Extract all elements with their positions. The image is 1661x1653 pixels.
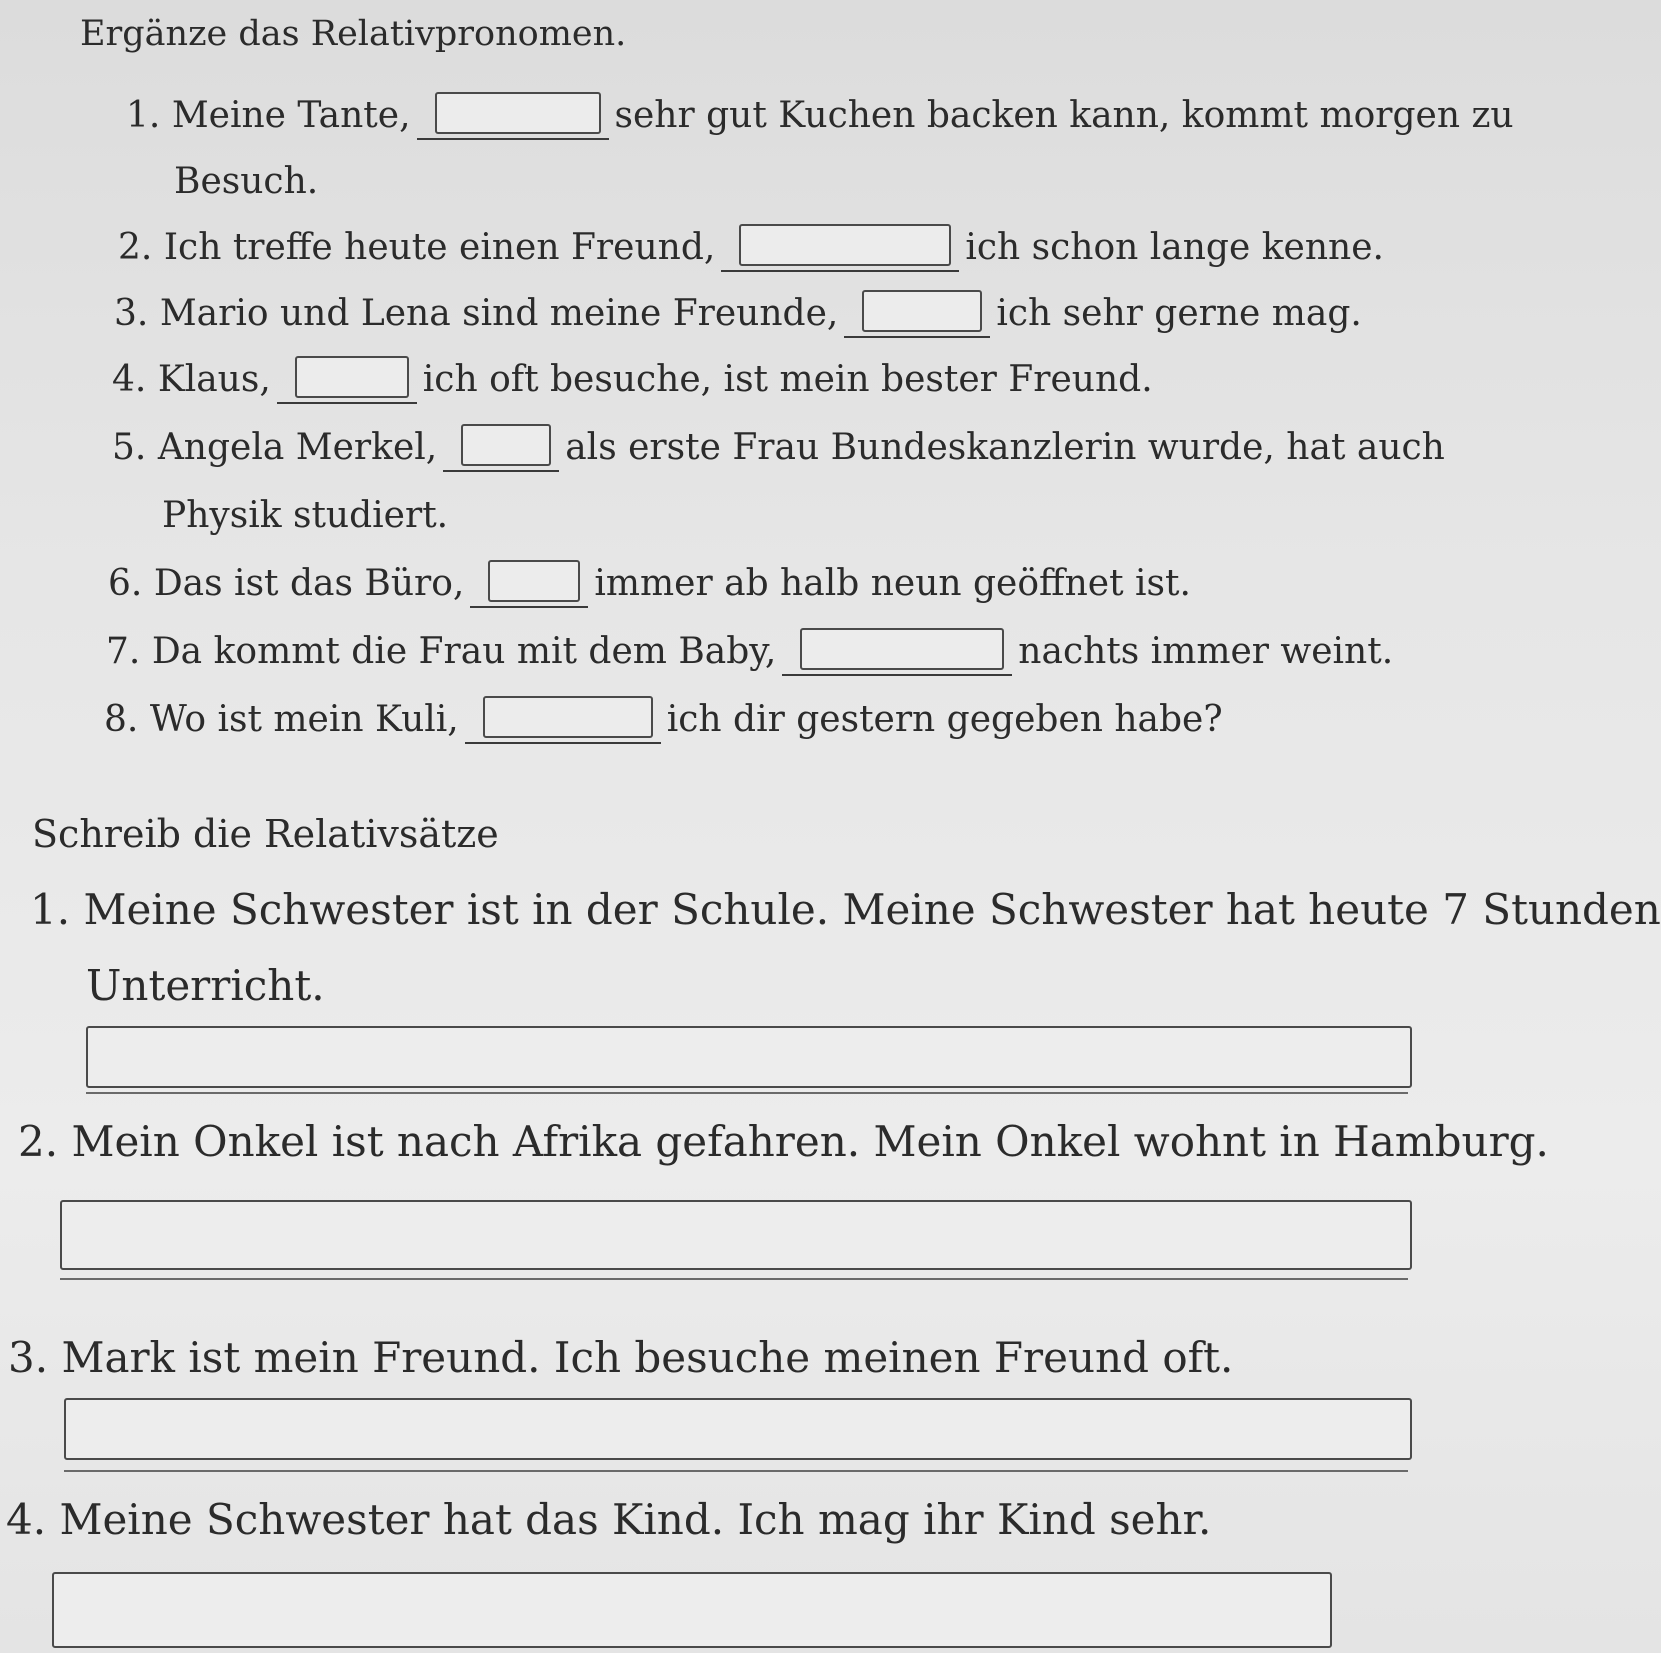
item-text: Mark ist mein Freund. Ich besuche meinen Freund oft.: [61, 1333, 1234, 1382]
answer-field-2-4[interactable]: [52, 1572, 1332, 1648]
item-text-before: Das ist das Büro,: [153, 563, 465, 604]
blank-8[interactable]: [465, 698, 661, 744]
item-text: Meine Schwester hat das Kind. Ich mag ihr Kind sehr.: [59, 1495, 1212, 1544]
blank-6[interactable]: [470, 562, 588, 608]
exercise-2-item-1-continuation: Unterricht.: [86, 961, 325, 1010]
item-text-before: Da kommt die Frau mit dem Baby,: [151, 631, 777, 672]
answer-box-1[interactable]: [435, 92, 601, 134]
item-number: 2.: [18, 1117, 59, 1166]
answer-box-8[interactable]: [483, 696, 653, 738]
answer-field-2-2[interactable]: [60, 1200, 1412, 1270]
item-text-before: Ich treffe heute einen Freund,: [163, 227, 716, 268]
item-number: 5.: [112, 427, 147, 468]
blank-4[interactable]: [277, 358, 417, 404]
answer-line-2-2: [60, 1278, 1408, 1280]
exercise-2-item-1: [30, 884, 1661, 936]
blank-7[interactable]: [782, 630, 1012, 676]
item-text-before: Meine Tante,: [171, 95, 411, 136]
item-text-after: ich oft besuche, ist mein bester Freund.: [422, 359, 1153, 400]
item-number: 8.: [104, 699, 139, 740]
answer-box-3[interactable]: [862, 290, 982, 332]
item-text-before: Klaus,: [157, 359, 271, 400]
item-text-after: sehr gut Kuchen backen kann, kommt morgen zu: [614, 95, 1514, 136]
item-text-before: Mario und Lena sind meine Freunde,: [159, 293, 839, 334]
item-text-after: als erste Frau Bundeskanzlerin wurde, hat auch: [565, 427, 1445, 468]
item-text: Meine Schwester ist in der Schule. Meine Schwester hat heute 7 Stunden: [83, 885, 1661, 934]
item-number: 4.: [112, 359, 147, 400]
blank-3[interactable]: [844, 292, 990, 338]
item-number: 2.: [118, 227, 153, 268]
item-text-after: immer ab halb neun geöffnet ist.: [594, 563, 1191, 604]
item-number: 1.: [126, 95, 161, 136]
exercise-1-item-5-continuation: Physik studiert.: [162, 495, 449, 536]
blank-5[interactable]: [443, 426, 559, 472]
answer-box-5[interactable]: [461, 424, 551, 466]
exercise-1-item-3: [114, 292, 1362, 338]
answer-line-2-3: [64, 1470, 1408, 1472]
exercise-2-item-2: [18, 1116, 1549, 1168]
item-text-after: ich sehr gerne mag.: [996, 293, 1362, 334]
answer-box-7[interactable]: [800, 628, 1004, 670]
section-title-relativsaetze: Schreib die Relativsätze: [32, 812, 499, 856]
exercise-1-item-2: [118, 226, 1384, 272]
item-text-before: Wo ist mein Kuli,: [149, 699, 459, 740]
item-text-after: nachts immer weint.: [1018, 631, 1394, 672]
item-number: 3.: [114, 293, 149, 334]
exercise-1-item-8: [104, 698, 1223, 744]
exercise-1-item-4: [112, 358, 1153, 404]
answer-box-4[interactable]: [295, 356, 409, 398]
answer-box-2[interactable]: [739, 224, 951, 266]
item-number: 3.: [8, 1333, 49, 1382]
section-title-relativpronomen: Ergänze das Relativpronomen.: [80, 14, 627, 54]
item-number: 4.: [6, 1495, 47, 1544]
exercise-2-item-3: [8, 1332, 1233, 1384]
answer-line-2-1: [86, 1092, 1408, 1094]
answer-field-2-3[interactable]: [64, 1398, 1412, 1460]
answer-box-6[interactable]: [488, 560, 580, 602]
exercise-1-item-5: [112, 426, 1445, 472]
exercise-1-item-6: [108, 562, 1191, 608]
exercise-1-item-1: [126, 94, 1514, 140]
blank-2[interactable]: [721, 226, 959, 272]
item-number: 6.: [108, 563, 143, 604]
item-text-after: ich dir gestern gegeben habe?: [666, 699, 1223, 740]
exercise-2-item-4: [6, 1494, 1211, 1546]
item-text-after: ich schon lange kenne.: [965, 227, 1384, 268]
exercise-1-item-7: [106, 630, 1393, 676]
item-text: Mein Onkel ist nach Afrika gefahren. Mein Onkel wohnt in Hamburg.: [71, 1117, 1549, 1166]
answer-field-2-1[interactable]: [86, 1026, 1412, 1088]
item-text-before: Angela Merkel,: [157, 427, 438, 468]
blank-1[interactable]: [417, 94, 609, 140]
item-number: 7.: [106, 631, 141, 672]
item-number: 1.: [30, 885, 71, 934]
exercise-1-item-1-continuation: Besuch.: [174, 161, 319, 202]
